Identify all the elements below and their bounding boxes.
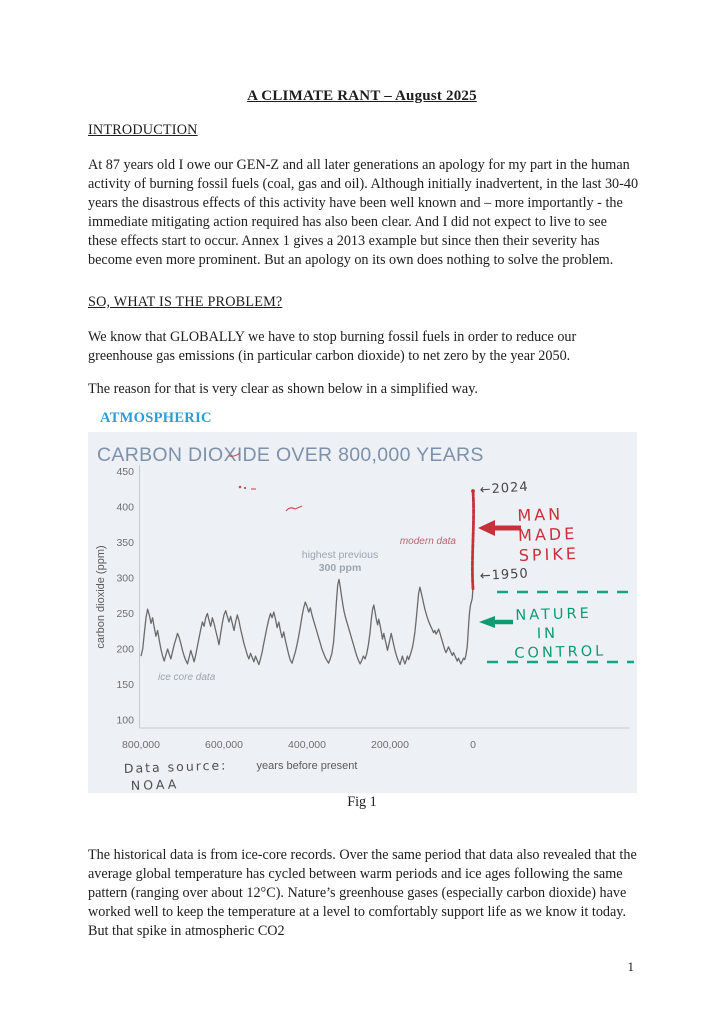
x-tick-label: 400,000: [288, 739, 326, 751]
chart-title: CARBON DIOXIDE OVER 800,000 YEARS: [97, 444, 484, 466]
problem-paragraph-1: We know that GLOBALLY we have to stop burning fossil fuels in order to reduce our greenhouse gas emissions (in particular carbon dioxide) to net zero by the year 2050.: [88, 329, 577, 364]
man-made-spike-line2: MADE: [517, 523, 578, 546]
modern-data-label: modern data: [399, 536, 456, 547]
highest-previous-label-line2: 300 ppm: [318, 562, 362, 574]
y-tick-label: 200: [116, 643, 134, 656]
y-tick-label: 350: [116, 537, 134, 549]
problem-paragraph-2: The reason for that is very clear as shown below in a simplified way.: [88, 381, 478, 397]
data-source-line2: NOAA: [130, 776, 180, 793]
figure-image: [88, 432, 637, 793]
co2-chart: [88, 432, 637, 793]
x-tick-label: 0: [470, 739, 476, 751]
year-1950-annotation: ←1950: [479, 566, 530, 584]
year-2024-annotation: ←2024: [479, 479, 530, 498]
nature-in-control-line2: IN: [536, 625, 559, 643]
section-heading-problem: SO, WHAT IS THE PROBLEM?: [88, 294, 283, 310]
section-heading-introduction: INTRODUCTION: [88, 122, 198, 138]
highest-previous-label-line1: highest previous: [301, 549, 379, 561]
y-tick-label: 450: [116, 466, 134, 478]
y-tick-label: 300: [116, 572, 134, 585]
x-tick-label: 200,000: [371, 739, 409, 751]
y-tick-label: 150: [116, 679, 134, 691]
nature-in-control-line3: CONTROL: [514, 643, 607, 662]
x-axis-label: years before present: [256, 760, 358, 772]
man-made-spike-line3: SPIKE: [518, 543, 580, 566]
data-source-line1: Data source:: [123, 757, 228, 776]
spike-top-dot: [471, 489, 475, 493]
x-tick-label: 600,000: [205, 739, 243, 751]
ice-core-data-label: ice core data: [158, 672, 216, 683]
nature-in-control-line1: NATURE: [515, 605, 592, 624]
figure-pre-label: ATMOSPHERIC: [100, 410, 212, 426]
y-axis-label: carbon dioxide (ppm): [95, 545, 107, 649]
y-tick-label: 400: [116, 501, 134, 514]
man-made-spike-line1: MAN: [517, 504, 564, 526]
man-made-spike-line: [472, 491, 473, 588]
y-tick-label: 250: [116, 608, 134, 620]
closing-paragraph: The historical data is from ice-core records. Over the same period that data also revealed that the average global temperature has cycled between warm periods and ice ages following the same pattern (ranging over about 12°C). Nature’s greenhouse gases (especially carbon dioxide) have worked well to keep the temperature at a level to comfortably support life as we know it today. But that spike in atmospheric CO2: [88, 847, 637, 939]
x-tick-label: 800,000: [122, 739, 160, 751]
document-title: A CLIMATE RANT – August 2025: [247, 88, 477, 104]
page-number: 1: [627, 959, 634, 974]
y-tick-label: 100: [116, 714, 134, 727]
figure-caption: Fig 1: [347, 794, 377, 810]
introduction-paragraph: At 87 years old I owe our GEN-Z and all later generations an apology for my part in the human activity of burning fossil fuels (coal, gas and oil). Although initially inadvertent, in the last 30-40 years the disastrous effects of this activity have been well known and – more importantly - the immediate mitigating action required has also been clear. And I did not expect to live to see these effects start to occur. Annex 1 gives a 2013 example but since then their severity has become even more prominent. But an apology on its own does nothing to solve the problem.: [88, 157, 639, 268]
